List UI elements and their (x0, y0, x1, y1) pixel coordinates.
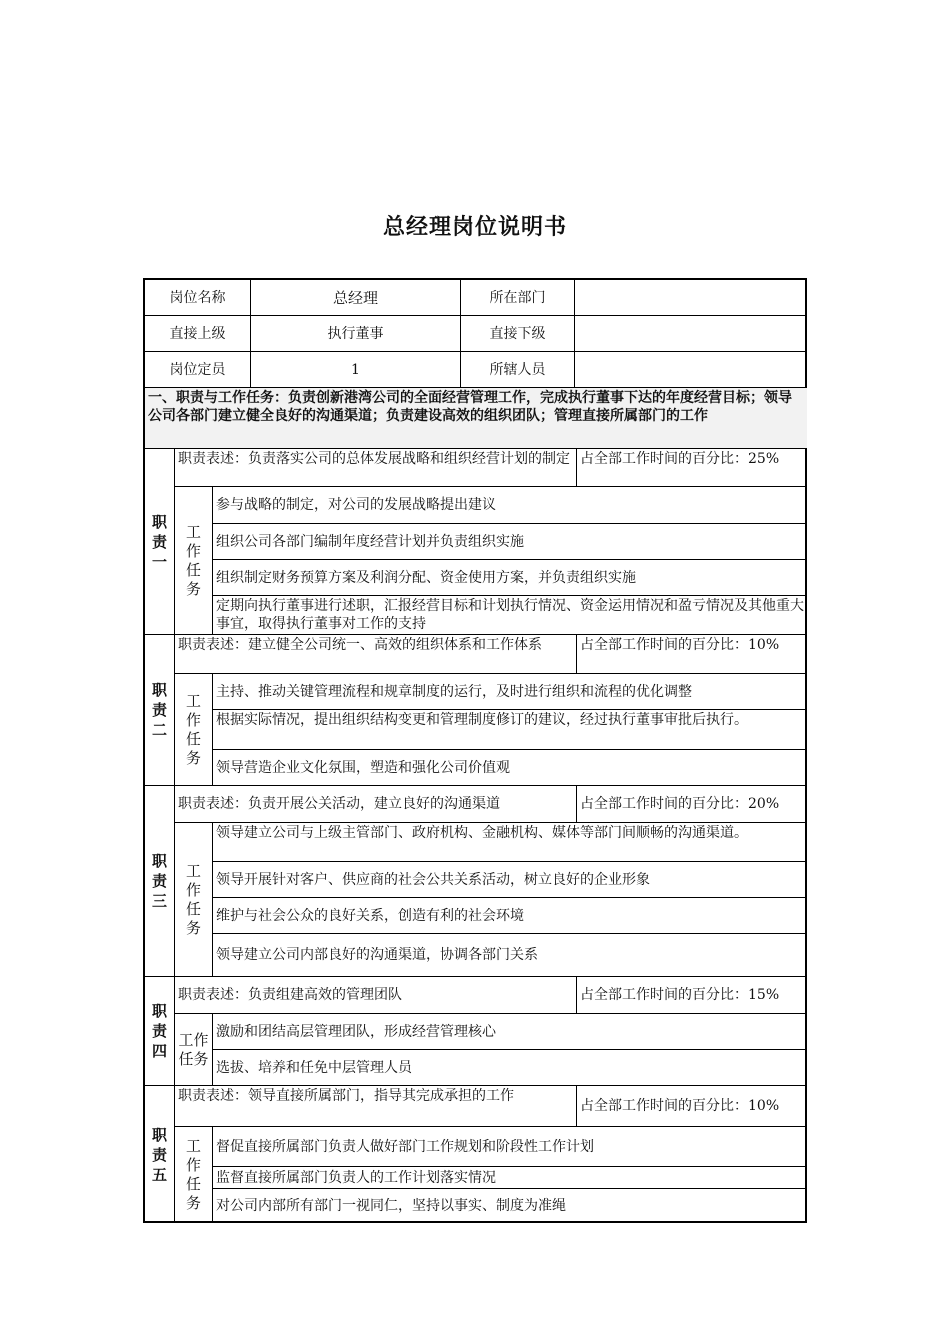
label-position-name: 岗位名称 (145, 280, 251, 316)
value-department (575, 280, 807, 316)
duty-5-task-1: 督促直接所属部门负责人做好部门工作规划和阶段性工作计划 (213, 1127, 807, 1167)
duty-1-task-3: 组织制定财务预算方案及利润分配、资金使用方案，并负责组织实施 (213, 560, 807, 596)
duty-1-task-4: 定期向执行董事进行述职，汇报经营目标和计划执行情况、资金运用情况和盈亏情况及其他重大事宜，取得执行董事对工作的支持 (213, 596, 807, 635)
duty-4-percentage: 占全部工作时间的百分比：15% (577, 977, 807, 1014)
duty-3-task-4: 领导建立公司内部良好的沟通渠道，协调各部门关系 (213, 934, 807, 977)
duty-3-percentage: 占全部工作时间的百分比：20% (577, 786, 807, 823)
duty-5-task-3: 对公司内部所有部门一视同仁，坚持以事实、制度为准绳 (216, 1198, 566, 1214)
label-headcount: 岗位定员 (145, 352, 251, 388)
value-headcount: 1 (251, 352, 461, 388)
value-position-name: 总经理 (251, 280, 461, 316)
duty-1-task-label: 工作任务 (175, 487, 213, 635)
duty-3-task-label: 工作任务 (175, 823, 213, 977)
duty-5-percentage: 占全部工作时间的百分比：10% (577, 1086, 807, 1127)
duty-4-task-label: 工作任务 (175, 1014, 213, 1086)
duty-1-description: 职责表述：负责落实公司的总体发展战略和组织经营计划的制定 (175, 449, 577, 487)
duty-2-description: 职责表述：建立健全公司统一、高效的组织体系和工作体系 (175, 635, 577, 674)
duty-3-task-2: 领导开展针对客户、供应商的社会公共关系活动，树立良好的企业形象 (213, 862, 807, 898)
duty-3-description: 职责表述：负责开展公关活动，建立良好的沟通渠道 (175, 786, 577, 823)
duty-2-task-3: 领导营造企业文化氛围，塑造和强化公司价值观 (213, 750, 807, 786)
duty-4-task-1: 激励和团结高层管理团队，形成经营管理核心 (213, 1014, 807, 1050)
duty-4-label: 职责四 (145, 977, 175, 1086)
duty-4-task-2: 选拔、培养和任免中层管理人员 (213, 1050, 807, 1086)
label-staff-under: 所辖人员 (461, 352, 575, 388)
value-direct-superior: 执行董事 (251, 316, 461, 352)
document-title: 总经理岗位说明书 (382, 215, 567, 240)
duty-5-task-2: 监督直接所属部门负责人的工作计划落实情况 (213, 1167, 807, 1189)
duty-3-task-1: 领导建立公司与上级主管部门、政府机构、金融机构、媒体等部门间顺畅的沟通渠道。 (213, 823, 807, 862)
duty-1-label: 职责一 (145, 449, 175, 635)
duty-2-task-label: 工作任务 (175, 674, 213, 786)
duty-5-description: 职责表述：领导直接所属部门，指导其完成承担的工作 (175, 1086, 577, 1127)
duty-1-task-1: 参与战略的制定，对公司的发展战略提出建议 (213, 487, 807, 524)
section-heading: 一、职责与工作任务：负责创新港湾公司的全面经营管理工作，完成执行董事下达的年度经营目标；领导公司各部门建立健全良好的沟通渠道；负责建设高效的组织团队；管理直接所属部门的工作 (145, 388, 807, 449)
duty-1-percentage: 占全部工作时间的百分比：25% (577, 449, 807, 487)
label-direct-subordinate: 直接下级 (461, 316, 575, 352)
duty-4-description: 职责表述：负责组建高效的管理团队 (175, 977, 577, 1014)
duty-5-label: 职责五 (145, 1086, 175, 1223)
duty-2-label: 职责二 (145, 635, 175, 786)
job-description-table (143, 278, 807, 1223)
duty-2-task-2: 根据实际情况，提出组织结构变更和管理制度修订的建议，经过执行董事审批后执行。 (213, 710, 807, 750)
duty-2-task-1: 主持、推动关键管理流程和规章制度的运行，及时进行组织和流程的优化调整 (213, 674, 807, 710)
label-direct-superior: 直接上级 (145, 316, 251, 352)
duty-3-task-3: 维护与社会公众的良好关系，创造有利的社会环境 (213, 898, 807, 934)
label-department: 所在部门 (461, 280, 575, 316)
duty-2-percentage: 占全部工作时间的百分比：10% (577, 635, 807, 674)
duty-3-label: 职责三 (145, 786, 175, 977)
duty-5-task-label: 工作任务 (175, 1127, 213, 1223)
value-direct-subordinate (575, 316, 807, 352)
duty-1-task-2: 组织公司各部门编制年度经营计划并负责组织实施 (213, 524, 807, 560)
value-staff-under (575, 352, 807, 388)
